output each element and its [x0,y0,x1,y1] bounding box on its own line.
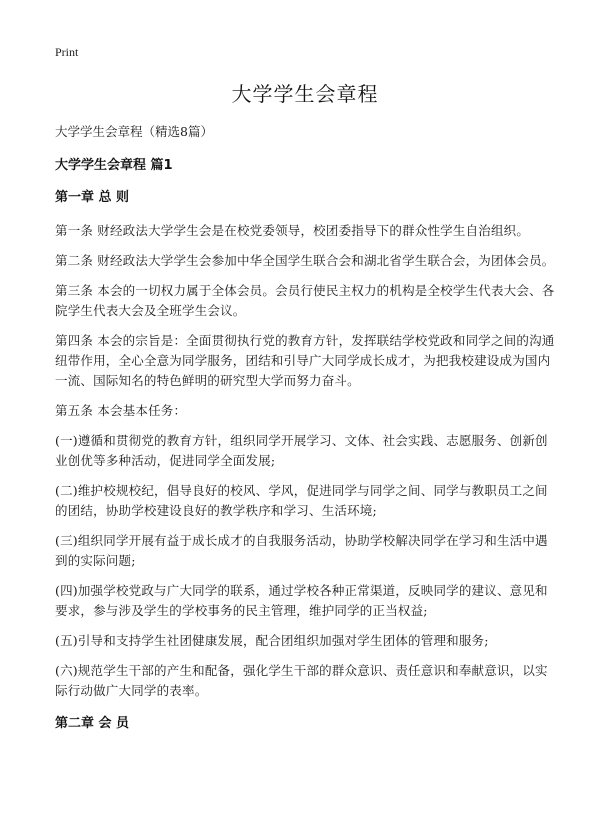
task-item-6: (六)规范学生干部的产生和配备，强化学生干部的群众意识、责任意识和奉献意识，以实际行动做广大同学的表率。 [55,663,548,698]
task-item-5: (五)引导和支持学生社团健康发展，配合团组织加强对学生团体的管理和服务; [55,633,489,648]
task-item-3: (三)组织同学开展有益于成长成才的自我服务活动，协助学校解决同学在学习和生活中遇到的实际问题; [55,533,548,568]
document-body [55,78,555,747]
page-title: 大学学生会章程 [231,82,379,106]
subtitle: 大学学生会章程（精选8篇） [55,124,213,139]
task-item-4: (四)加强学校党政与广大同学的联系，通过学校各种正常渠道，反映同学的建议、意见和要求，参与涉及学生的学校事务的民主管理，维护同学的正当权益; [55,583,548,618]
article-5: 第五条 本会基本任务： [55,403,187,418]
article-4: 第四条 本会的宗旨是：全面贯彻执行党的教育方针，发挥联结学校党政和同学之间的沟通纽带作用，全心全意为同学服务，团结和引导广大同学成长成才，为把我校建设成为国内一流、国际知名的特色鲜明的研究型大学而努力奋斗。 [55,333,555,388]
print-link[interactable]: Print [55,45,79,59]
chapter-2-heading: 第二章 会 员 [55,716,130,731]
article-1: 第一条 财经政法大学学生会是在校党委领导，校团委指导下的群众性学生自治组织。 [55,223,530,238]
article-2: 第二条 财经政法大学学生会参加中华全国学生联合会和湖北省学生联合会，为团体会员。 [55,253,555,268]
section-heading: 大学学生会章程 篇1 [55,158,173,173]
article-3: 第三条 本会的一切权力属于全体会员。会员行使民主权力的机构是全校学生代表大会、各院学生代表大会及全班学生会议。 [55,283,555,318]
task-item-2: (二)维护校规校纪，倡导良好的校风、学风，促进同学与同学之间、同学与教职员工之间的团结，协助学校建设良好的教学秩序和学习、生活环境; [55,483,548,518]
task-item-1: (一)遵循和贯彻党的教育方针，组织同学开展学习、文体、社会实践、志愿服务、创新创业创优等多种活动，促进同学全面发展; [55,433,548,468]
chapter-1-heading: 第一章 总 则 [55,190,130,205]
